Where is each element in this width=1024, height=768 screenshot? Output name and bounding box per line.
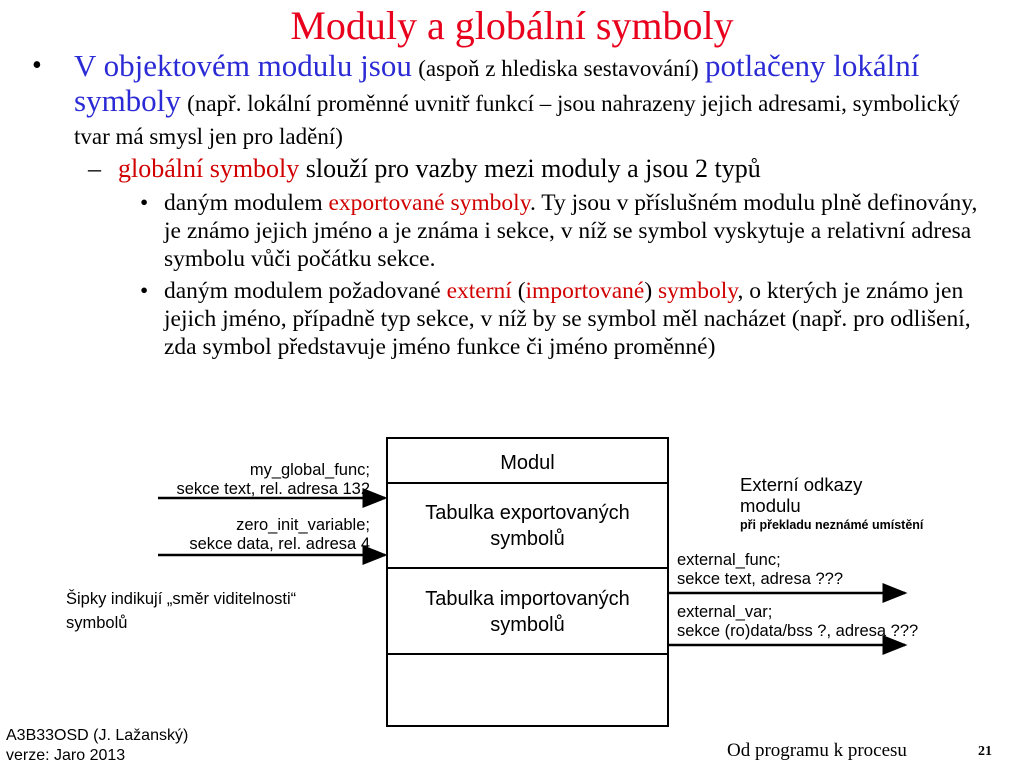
import-table-label: Tabulka importovaných symbolů [425, 588, 630, 636]
item1-b: exportované symboly [328, 190, 530, 216]
export-table-label: Tabulka exportovaných symbolů [425, 502, 630, 550]
item2-f: symboly [658, 278, 738, 304]
item2-g: , o kterých je známo jen jejich jméno, případně typ sekce, v níž by se symbol měl nacházet (např. pro odlišení, zda symbol představuje jméno funkce či jméno proměnné) [164, 278, 971, 360]
module-label: Modul [500, 452, 555, 474]
item2-d: importované [525, 278, 645, 304]
bullet-dot-icon: • [140, 190, 149, 216]
item1-c: . Ty jsou v příslušném modulu plně definovány, je známo jejich jméno a je známa i sekce, v níž se symbol vyskytuje a relativní adresa symbolu vůči počátku sekce. [164, 190, 978, 272]
export1-label: my_global_func; sekce text, rel. adresa 132 [176, 461, 370, 498]
page-number: 21 [978, 744, 992, 759]
item1-a: daným modulem [164, 190, 323, 216]
external-refs-title: Externí odkazy modulu při překladu neznámé umístění [740, 474, 924, 532]
dash-icon: – [88, 154, 101, 183]
footer-course: A3B33OSD (J. Lažanský) verze: Jaro 2013 [6, 727, 189, 764]
item2-e: ) [644, 278, 653, 304]
import1-label: external_func; sekce text, adresa ??? [677, 551, 844, 588]
bullet1-part3: potlačeny lokální symboly [74, 48, 920, 118]
arrow-direction-note: Šipky indikují „směr viditelnosti“ symbolů [66, 590, 297, 632]
bullet-dot-icon: • [32, 50, 42, 81]
import2-label: external_var; sekce (ro)data/bss ?, adresa ??? [677, 603, 919, 640]
footer-chapter: Od programu k procesu [727, 740, 907, 761]
sub1-rest: slouží pro vazby mezi moduly a jsou 2 typů [305, 154, 761, 183]
item2-a: daným modulem požadované [164, 278, 441, 304]
sub1-red: globální symboly [118, 154, 300, 183]
module-box [387, 438, 668, 726]
item2-b: externí [446, 278, 512, 304]
bullet-dot-icon: • [140, 278, 149, 304]
item2-c: ( [517, 278, 526, 304]
bullet1-part2: (aspoň z hlediska sestavování) [418, 56, 699, 81]
bullet1-part1: V objektovém modulu jsou [74, 48, 412, 83]
export2-label: zero_init_variable; sekce data, rel. adresa 4 [189, 516, 370, 553]
slide-title: Moduly a globální symboly [290, 3, 734, 48]
bullet1-part4: (např. lokální proměnné uvnitř funkcí – jsou nahrazeny jejich adresami, symbolický tvar má smysl jen pro ladění) [74, 91, 961, 149]
